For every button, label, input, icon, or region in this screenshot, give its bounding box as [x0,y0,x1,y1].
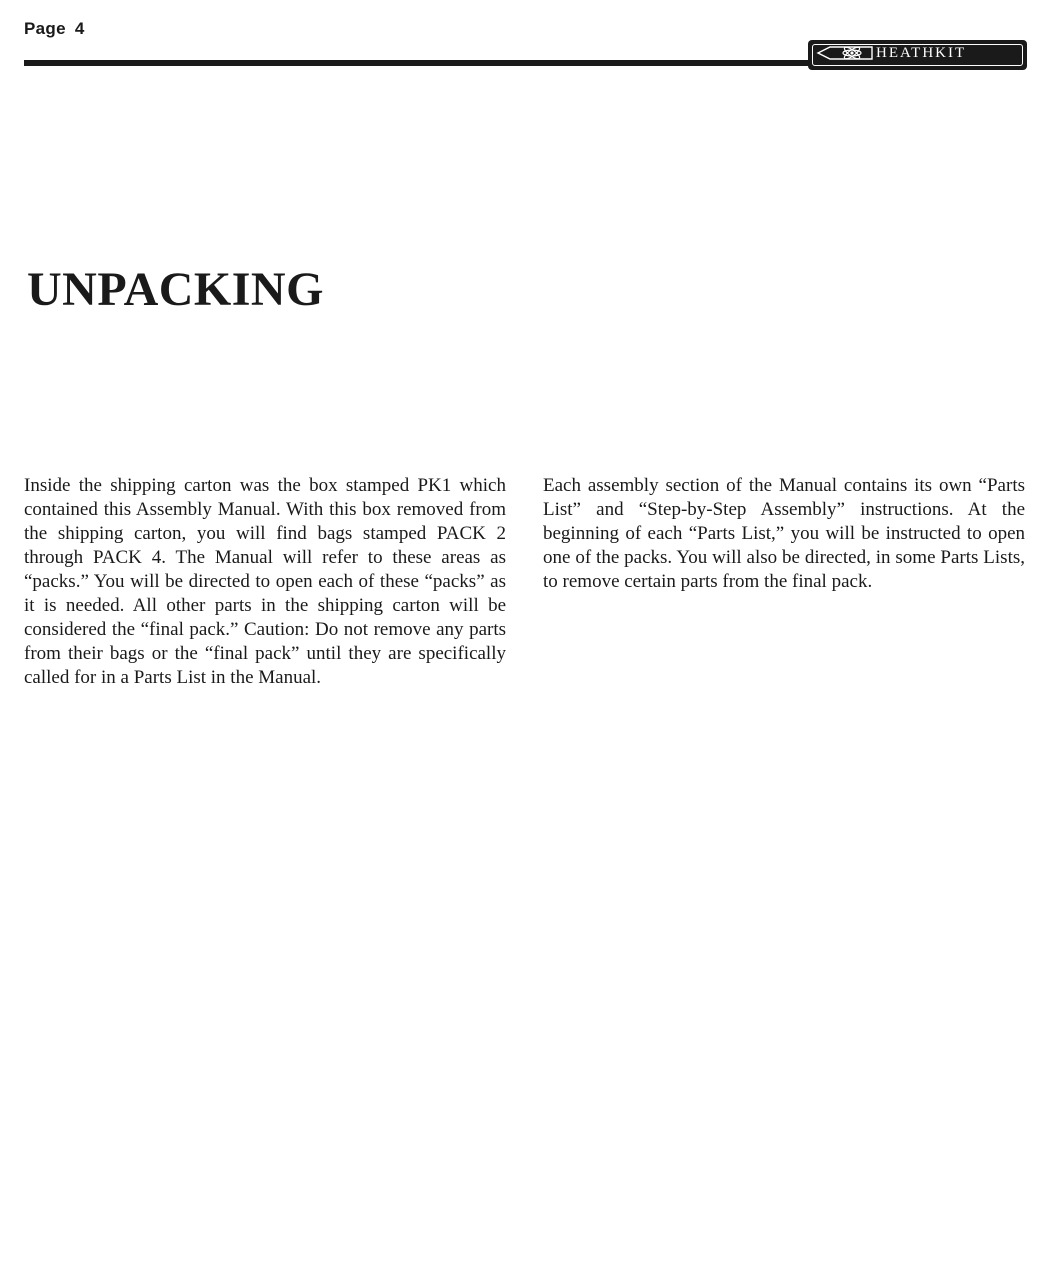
logo-wordmark: HEATHKIT [876,45,967,61]
body-paragraph-left: Inside the shipping carton was the box stamped PK1 which contained this Assembly Manual. With this box removed from the shipping carton, you will find bags stamped PACK 2 through PACK 4. The Manual will refer to these areas as “packs.” You will be directed to open each of these “packs” as it is needed. All other parts in the shipping carton will be considered the “final pack.” Caution: Do not remove any parts from their bags or the “final pack” until they are specifically called for in a Parts List in the Manual. [24,475,506,688]
page-number: Page 4 [24,19,85,38]
atom-logo-icon [816,43,876,63]
header-rule [24,60,824,66]
page-title: UNPACKING [27,263,324,316]
heathkit-logo [808,40,1027,70]
body-paragraph-right: Each assembly section of the Manual contains its own “Parts List” and “Step-by-Step Assembly” instructions. At the beginning of each “Parts List,” you will be instructed to open one of the packs. You will also be directed, in some Parts Lists, to remove certain parts from the final pack. [543,475,1025,592]
